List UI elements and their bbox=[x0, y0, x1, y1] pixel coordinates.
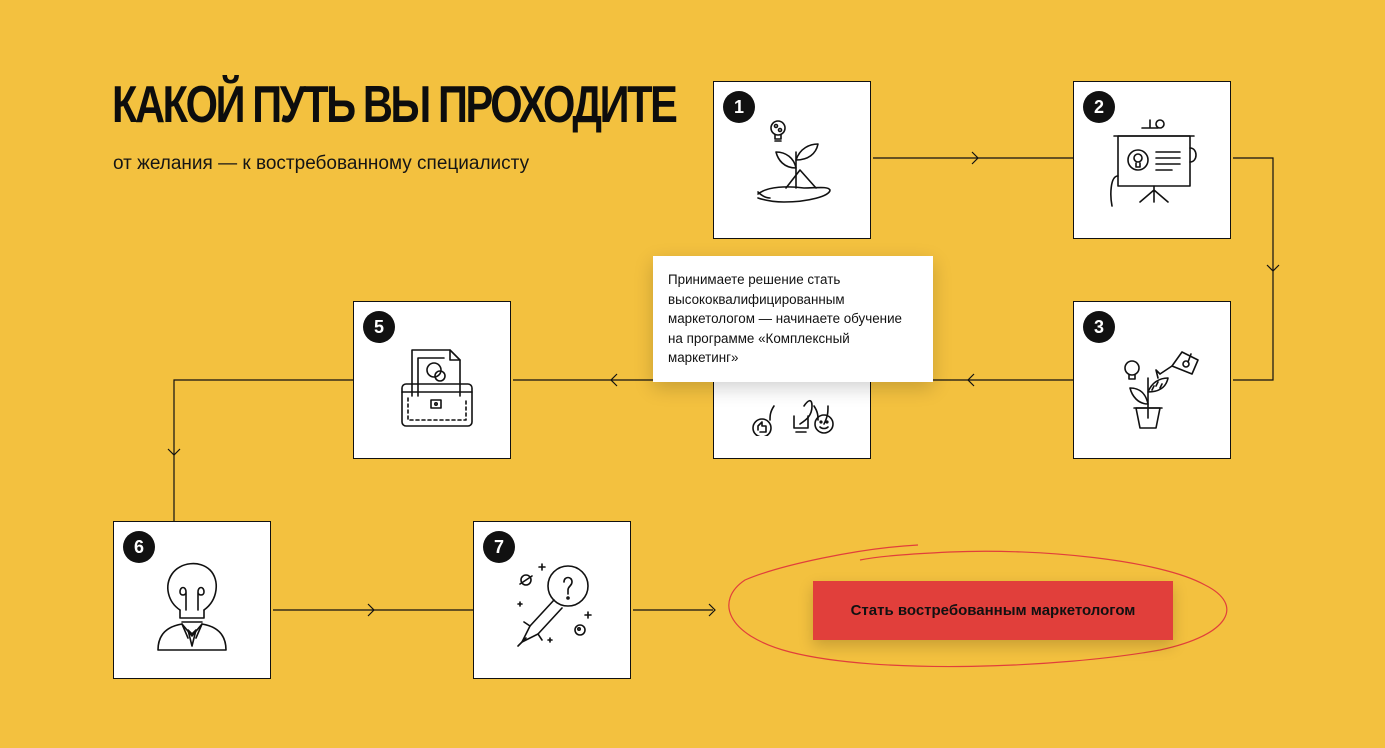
step-number-badge: 1 bbox=[723, 91, 755, 123]
presentation-board-icon bbox=[1098, 106, 1208, 216]
wallet-cards-icon bbox=[378, 326, 488, 436]
step-card-5 bbox=[353, 301, 511, 459]
step-card-1 bbox=[713, 81, 871, 239]
step-card-3 bbox=[1073, 301, 1231, 459]
lightbulb-head-person-icon bbox=[138, 546, 248, 656]
watering-plant-icon bbox=[1098, 326, 1208, 436]
connector-2-3 bbox=[1233, 158, 1273, 380]
page-title: КАКОЙ ПУТЬ ВЫ ПРОХОДИТЕ bbox=[112, 76, 676, 134]
step-number-badge: 7 bbox=[483, 531, 515, 563]
step-number-badge: 3 bbox=[1083, 311, 1115, 343]
become-marketer-button[interactable]: Стать востребованным маркетологом bbox=[813, 581, 1173, 640]
step-number-badge: 2 bbox=[1083, 91, 1115, 123]
step-number-badge: 5 bbox=[363, 311, 395, 343]
step-description-tooltip: Принимаете решение стать высококвалифицированным маркетологом — начинаете обучение на программе «Комплексный маркетинг» bbox=[653, 256, 933, 382]
step-card-7 bbox=[473, 521, 631, 679]
step-card-2 bbox=[1073, 81, 1231, 239]
lightbulb-rocket-icon bbox=[498, 546, 608, 656]
connector-5-6 bbox=[174, 380, 353, 521]
plant-in-hand-icon bbox=[738, 106, 848, 216]
step-number-badge: 6 bbox=[123, 531, 155, 563]
page-subtitle: от желания — к востребованному специалисту bbox=[113, 153, 530, 174]
step-card-6 bbox=[113, 521, 271, 679]
